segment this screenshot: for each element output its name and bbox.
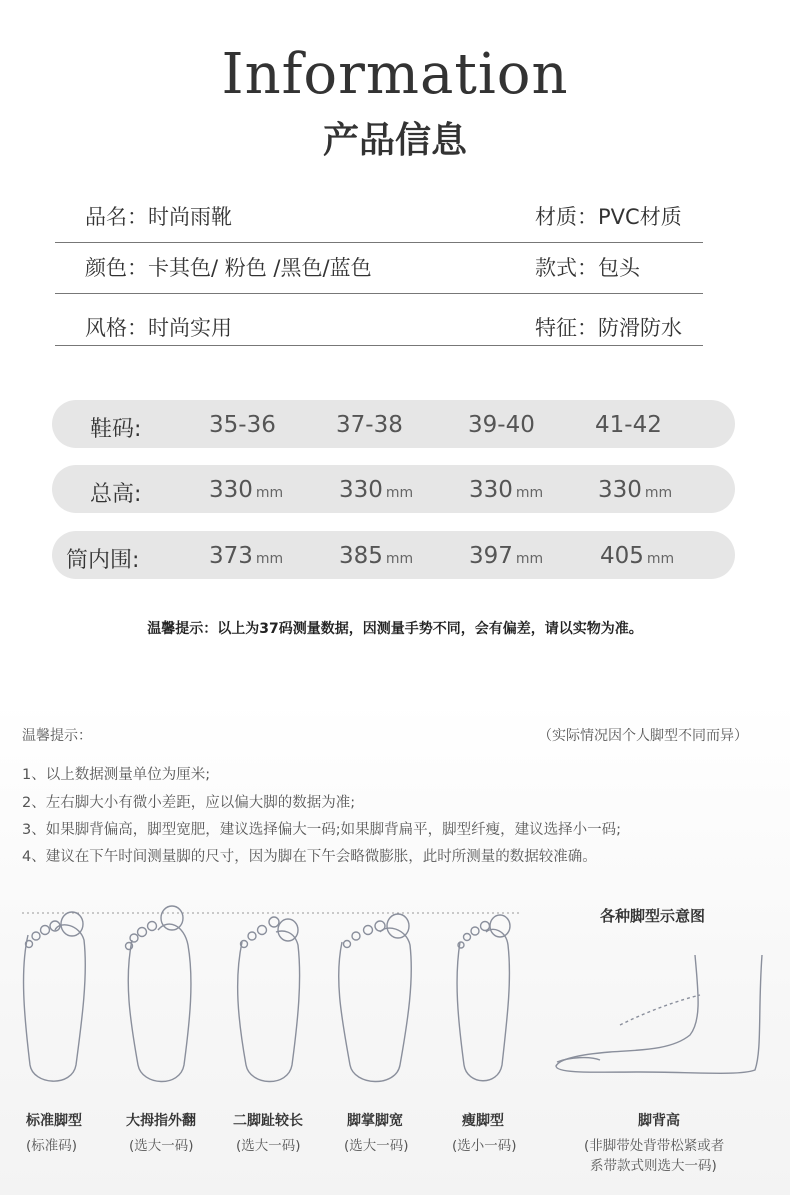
height-value: 330 mm (469, 477, 544, 503)
foot-long-second-toe-icon (238, 917, 300, 1082)
title-english: Information (221, 42, 569, 107)
height-value: 330 mm (598, 477, 673, 503)
size-row-circumference (52, 531, 735, 579)
foot-type-advice: (标准码) (26, 1138, 78, 1154)
size-value: 41-42 (595, 412, 662, 438)
size-label: 总高: (90, 482, 142, 507)
circumference-value: 385 mm (339, 543, 414, 569)
title-chinese: 产品信息 (322, 119, 467, 161)
measurement-tip: 温馨提示：以上为37码测量数据，因测量手势不同，会有偏差，请以实物为准。 (147, 621, 643, 637)
tip-line: 3、如果脚背偏高，脚型宽肥，建议选择偏大一码;如果脚背扁平，脚型纤瘦，建议选择小一码; (22, 822, 621, 838)
info-row (55, 300, 703, 346)
info-color: 颜色：卡其色/ 粉色 /黑色/蓝色 (85, 256, 372, 280)
circumference-value: 397 mm (469, 543, 544, 569)
size-label: 筒内围: (66, 548, 140, 573)
info-name: 品名：时尚雨靴 (85, 205, 232, 229)
foot-high-instep-icon (556, 955, 762, 1073)
foot-type-name: 标准脚型 (26, 1113, 82, 1129)
foot-type-advice: 系带款式则选大一码) (590, 1158, 717, 1174)
circumference-value: 405 mm (600, 543, 675, 569)
info-row (55, 197, 703, 243)
divider (55, 345, 703, 346)
foot-type-advice: (选大一码) (236, 1138, 301, 1154)
size-value: 37-38 (336, 412, 403, 438)
info-feature: 特征：防滑防水 (535, 316, 682, 340)
height-value: 330 mm (209, 477, 284, 503)
size-row-shoe-size (52, 400, 735, 448)
circumference-value: 373 mm (209, 543, 284, 569)
foot-slim-icon (457, 915, 510, 1081)
size-value: 35-36 (209, 412, 276, 438)
divider (55, 293, 703, 294)
info-style: 款式：包头 (535, 256, 640, 280)
tips-heading: 温馨提示： (22, 728, 92, 744)
foot-type-name: 瘦脚型 (462, 1113, 504, 1129)
info-fashion: 风格：时尚实用 (85, 316, 232, 340)
foot-standard-icon (24, 912, 86, 1081)
info-material: 材质：PVC材质 (535, 205, 682, 229)
tip-line: 1、以上数据测量单位为厘米; (22, 767, 211, 783)
foot-types-title: 各种脚型示意图 (600, 907, 706, 925)
info-row (55, 248, 703, 294)
foot-type-advice: (选大一码) (129, 1138, 194, 1154)
foot-bunion-icon (126, 906, 191, 1082)
tips-note: （实际情况因个人脚型不同而异） (538, 728, 748, 744)
foot-type-name: 脚背高 (638, 1113, 680, 1129)
size-value: 39-40 (468, 412, 535, 438)
height-value: 330 mm (339, 477, 414, 503)
size-row-total-height (52, 465, 735, 513)
foot-type-name: 二脚趾较长 (233, 1113, 303, 1129)
tip-line: 4、建议在下午时间测量脚的尺寸，因为脚在下午会略微膨胀，此时所测量的数据较准确。 (22, 849, 597, 865)
foot-type-advice: (非脚带处背带松紧或者 (584, 1138, 725, 1154)
divider (55, 242, 703, 243)
foot-wide-icon (339, 914, 412, 1082)
size-label: 鞋码: (90, 417, 142, 442)
foot-type-name: 脚掌脚宽 (347, 1113, 403, 1129)
foot-type-advice: (选小一码) (452, 1138, 517, 1154)
foot-type-name: 大拇指外翻 (126, 1113, 196, 1129)
foot-illustrations (0, 900, 790, 1100)
foot-type-advice: (选大一码) (344, 1138, 409, 1154)
tip-line: 2、左右脚大小有微小差距，应以偏大脚的数据为准; (22, 795, 356, 811)
